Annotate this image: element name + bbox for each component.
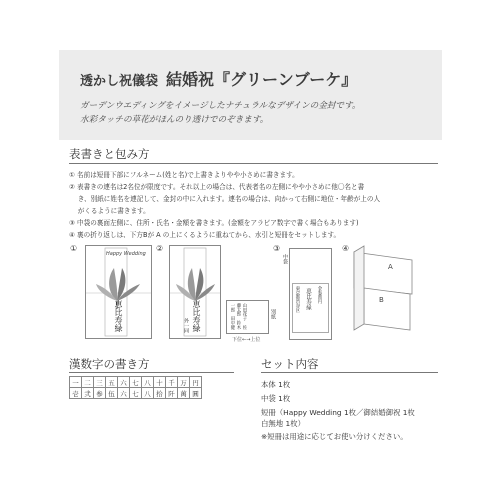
set-item-inner-envelope: 中袋 1枚 <box>261 394 291 403</box>
kanji-cell: 壱 <box>70 388 82 399</box>
kanji-cell: 円 <box>190 377 202 388</box>
kanji-cell: 六 <box>118 388 130 399</box>
section-title-set-contents: セット内容 <box>261 357 319 371</box>
set-item-blank-card: 白無地 1枚） <box>261 419 306 428</box>
header-panel <box>59 50 442 140</box>
kanji-cell: 二 <box>82 377 94 388</box>
set-item-name-cards: 短冊（Happy Wedding 1枚／御結婚御祝 1枚 <box>261 408 415 417</box>
kanji-cell: 七 <box>130 377 142 388</box>
kanji-cell: 八 <box>142 388 154 399</box>
inner-envelope-amount: 金参萬円 <box>317 286 322 304</box>
description-line-2: 水彩タッチの草花がほんのり透けでのぞきます。 <box>80 115 269 125</box>
name-card-2: 恵比寿緑 <box>192 300 201 332</box>
set-item-note: ※短冊は用途に応じてお使い分けください。 <box>261 432 408 441</box>
diagram-number-4: ④ <box>342 244 350 253</box>
section-rule <box>69 163 438 164</box>
kanji-cell: 万 <box>178 377 190 388</box>
kanji-cell: 一 <box>70 377 82 388</box>
section-rule <box>261 372 438 373</box>
happy-wedding-card-text: Happy Wedding <box>106 251 146 257</box>
diagram-number-2: ② <box>156 244 164 253</box>
note-3: ③ 中袋の裏面左側に、住所・氏名・金額を書きます。(金額をアラビア数字で書く場合もあります) <box>69 219 359 227</box>
kanji-cell: 七 <box>130 388 142 399</box>
product-name: 結婚祝『グリーンブーケ』 <box>166 70 358 89</box>
rank-lower-label: 下位 <box>232 337 243 343</box>
kanji-cell: 十 <box>154 377 166 388</box>
kanji-cell: 萬 <box>178 388 190 399</box>
note-2b: き、別紙に姓名を連記して、金封の中に入れます。連名の場合は、向かって右側に地位・年齢が上の人 <box>69 195 381 203</box>
inner-envelope-name: 恵比寿緑 <box>305 288 311 310</box>
fold-label-b: B <box>379 296 384 304</box>
kanji-cell: 伍 <box>106 388 118 399</box>
set-item-body: 本体 1枚 <box>261 380 291 389</box>
inner-envelope-address: 東京都渋谷区 <box>295 286 300 313</box>
kanji-cell: 圓 <box>190 388 202 399</box>
section-rule <box>69 372 234 373</box>
kanji-cell: 六 <box>118 377 130 388</box>
fold-label-a: A <box>388 263 393 271</box>
kanji-cell: 五 <box>106 377 118 388</box>
separate-sheet-label: 別紙 <box>270 309 276 319</box>
note-2c: がくるように書きます。 <box>69 207 150 215</box>
name-card-1: 恵比寿緑 <box>114 300 123 332</box>
kanji-row-formal <box>70 388 202 399</box>
kanji-cell: 参 <box>94 388 106 399</box>
kanji-cell: 弐 <box>82 388 94 399</box>
kanji-cell: 拾 <box>154 388 166 399</box>
kanji-row-common <box>70 377 202 388</box>
product-title <box>80 67 357 90</box>
diagram-number-3: ③ <box>273 244 281 253</box>
note-4: ④ 裏の折り返しは、下方Bが A の上にくるように重ねてから、水引と短冊をセットします。 <box>69 231 341 239</box>
fold-diagram <box>350 244 416 334</box>
description-line-1: ガーデンウエディングをイメージしたナチュラルなデザインの金封です。 <box>80 101 361 111</box>
kanji-cell: 阡 <box>166 388 178 399</box>
product-subtitle: 透かし祝儀袋 <box>80 74 159 89</box>
section-title-kanji: 漢数字の書き方 <box>69 357 150 371</box>
bouquet-icon <box>176 268 215 301</box>
diagram-number-1: ① <box>70 244 78 253</box>
note-1: ① 名前は短冊下部にフルネーム(姓と名)で上書きよりやや小さめに書きます。 <box>69 171 299 179</box>
kanji-numeral-table <box>69 376 202 399</box>
rank-upper-label: 上位 <box>250 337 261 343</box>
kanji-cell: 八 <box>142 377 154 388</box>
rank-arrow: 下位←→上位 <box>232 337 261 343</box>
section-title-wrapping: 表書きと包み方 <box>69 147 150 161</box>
other-names-note: 外一同 <box>183 318 189 333</box>
separate-list-names: 山田花子 佐藤太郎 鈴木一郎 田中健 <box>230 303 247 330</box>
inner-envelope-label: 中袋 <box>282 254 288 264</box>
note-2a: ② 表書きの連名は2名位が限度です。それ以上の場合は、代表者名の左側にやや小さめに他〇名と書 <box>69 183 365 191</box>
kanji-cell: 千 <box>166 377 178 388</box>
kanji-cell: 三 <box>94 377 106 388</box>
